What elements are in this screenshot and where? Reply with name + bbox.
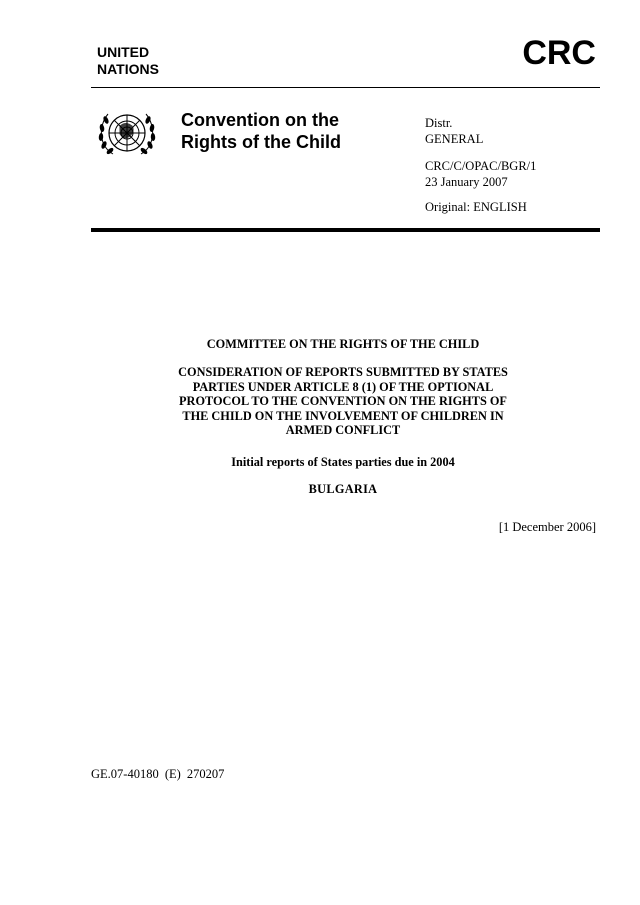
header-rule — [91, 87, 600, 88]
distribution-block — [425, 115, 483, 147]
consideration-line: THE CHILD ON THE INVOLVEMENT OF CHILDREN IN — [182, 408, 504, 423]
consideration-heading — [150, 365, 536, 438]
country-heading: BULGARIA — [308, 482, 378, 496]
header-bottom-rule — [91, 228, 600, 232]
un-emblem-icon — [96, 108, 158, 160]
title-line-2: Rights of the Child — [181, 132, 341, 152]
symbol-date-block — [425, 158, 536, 190]
distr-type: GENERAL — [425, 132, 484, 146]
report-date: [1 December 2006] — [498, 520, 596, 534]
org-line-2: NATIONS — [97, 61, 159, 77]
consideration-line: PROTOCOL TO THE CONVENTION ON THE RIGHTS OF — [179, 394, 507, 409]
original-language: Original: ENGLISH — [425, 200, 527, 214]
consideration-line: ARMED CONFLICT — [285, 423, 401, 438]
org-line-1: UNITED — [97, 44, 150, 60]
document-series-symbol: CRC — [522, 34, 596, 72]
doc-symbol: CRC/C/OPAC/BGR/1 — [425, 159, 537, 173]
doc-date: 23 January 2007 — [425, 175, 508, 189]
committee-heading: COMMITTEE ON THE RIGHTS OF THE CHILD — [206, 337, 480, 351]
distr-label: Distr. — [425, 116, 453, 130]
organization-name — [97, 44, 159, 78]
title-line-1: Convention on the — [181, 110, 339, 130]
footer-job-code: GE.07-40180 (E) 270207 — [91, 767, 225, 781]
consideration-line: PARTIES UNDER ARTICLE 8 (1) OF THE OPTIONAL — [192, 379, 494, 394]
document-title — [181, 109, 341, 153]
initial-reports-heading: Initial reports of States parties due in 2004 — [231, 455, 455, 469]
consideration-line: CONSIDERATION OF REPORTS SUBMITTED BY STATES — [178, 365, 508, 379]
